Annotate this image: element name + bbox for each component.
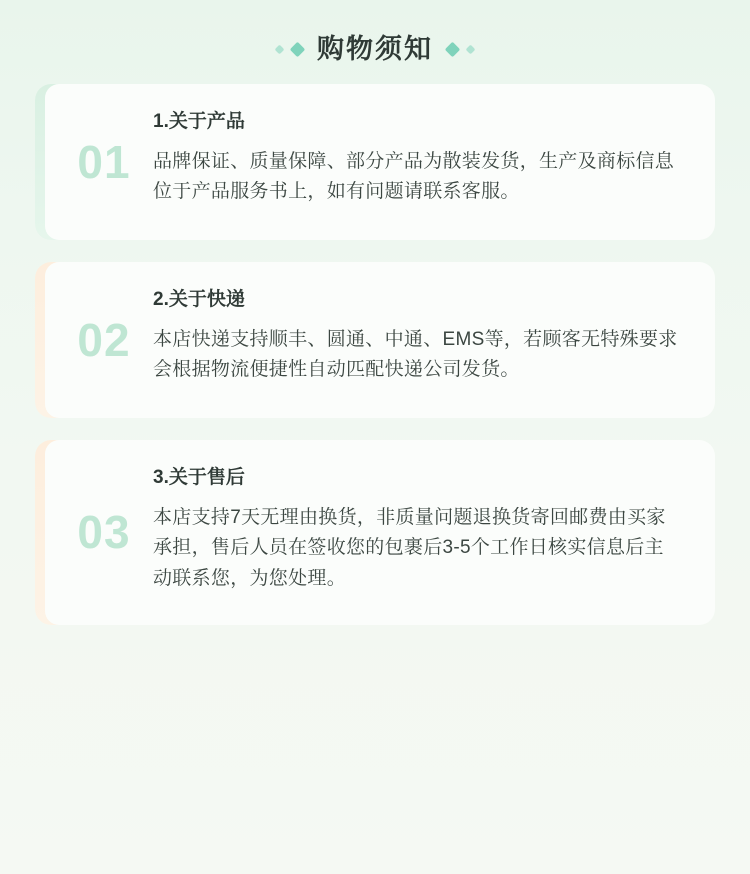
card-body [45,84,715,240]
ornament-left [276,44,303,55]
ornament-right [447,44,474,55]
diamond-icon [275,44,285,54]
notice-card [35,262,715,418]
card-body [45,262,715,418]
diamond-icon [466,44,476,54]
notice-card-list [0,84,750,625]
card-title: 2.关于快递 [153,289,245,310]
card-text: 本店快递支持顺丰、圆通、中通、EMS等，若顾客无特殊要求会根据物流便捷性自动匹配快递公司发货。 [153,328,678,381]
card-number: 03 [77,506,131,559]
card-title: 1.关于产品 [153,111,245,132]
diamond-icon [290,41,306,57]
notice-card [35,440,715,625]
card-number: 02 [77,314,131,366]
card-number: 01 [77,136,131,188]
card-title: 3.关于售后 [153,467,245,488]
card-body [45,440,715,625]
notice-card [35,84,715,240]
card-text: 品牌保证、质量保障、部分产品为散装发货，生产及商标信息位于产品服务书上，如有问题请联系客服。 [153,150,675,203]
card-text: 本店支持7天无理由换货，非质量问题退换货寄回邮费由买家承担，售后人员在签收您的包裹后3-5个工作日核实信息后主动联系您，为您处理。 [153,506,666,590]
page-title: 购物须知 [317,33,433,64]
diamond-icon [445,41,461,57]
page-header [0,0,750,64]
